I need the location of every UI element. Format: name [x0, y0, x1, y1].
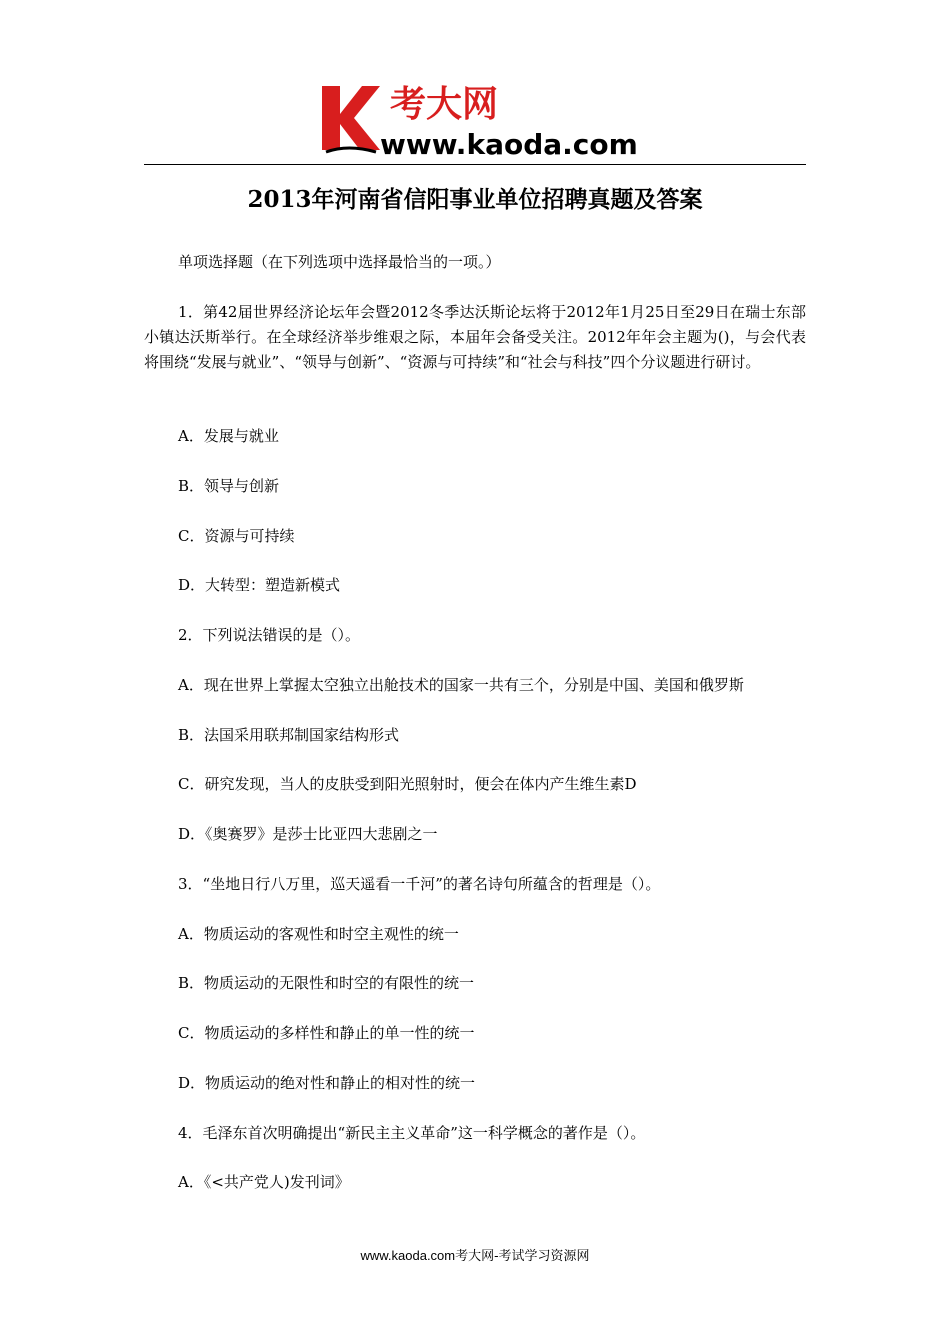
kaoda-logo	[318, 78, 638, 158]
kaoda-logo-graphic	[318, 78, 638, 158]
header-divider	[144, 164, 806, 165]
question-1-option-c: C．资源与可持续	[178, 527, 295, 545]
page-footer	[0, 1246, 950, 1267]
question-4-stem: 4．毛泽东首次明确提出“新民主主义革命”这一科学概念的著作是（）。	[178, 1124, 646, 1142]
question-4-option-a: A．《<共产党人)发刊词》	[178, 1173, 350, 1191]
logo-name-text: 考大网	[390, 84, 499, 125]
question-1-option-d: D．大转型：塑造新模式	[178, 576, 341, 594]
question-1-option-a: A．发展与就业	[178, 427, 279, 445]
question-2-stem: 2．下列说法错误的是（）。	[178, 626, 361, 644]
question-3-option-c: C．物质运动的多样性和静止的单一性的统一	[178, 1024, 475, 1042]
question-1-stem: 1．第42届世界经济论坛年会暨2012冬季达沃斯论坛将于2012年1月25日至29日在瑞士东部小镇达沃斯举行。在全球经济举步维艰之际，本届年会备受关注。2012年年会主题为()，与会代表将围绕“发展与就业”、“领导与创新”、“资源与可持续”和“社会与科技”四个分议题进行研讨。	[144, 303, 806, 371]
section-heading: 单项选择题（在下列选项中选择最恰当的一项。）	[178, 253, 501, 271]
question-2-option-b: B．法国采用联邦制国家结构形式	[178, 726, 400, 744]
footer-site-link[interactable]: www.kaoda.com	[360, 1248, 456, 1263]
logo-url-text: www.kaoda.com	[380, 128, 638, 158]
question-3-option-b: B．物质运动的无限性和时空的有限性的统一	[178, 974, 475, 992]
question-3-option-a: A．物质运动的客观性和时空主观性的统一	[178, 925, 459, 943]
document-title: 2013年河南省信阳事业单位招聘真题及答案	[247, 186, 703, 213]
question-3-option-d: D．物质运动的绝对性和静止的相对性的统一	[178, 1074, 476, 1092]
footer-text: 考大网-考试学习资源网	[455, 1249, 590, 1264]
question-2-option-a: A．现在世界上掌握太空独立出舱技术的国家一共有三个，分别是中国、美国和俄罗斯	[178, 676, 744, 694]
question-3-stem: 3．“坐地日行八万里，巡天遥看一千河”的著名诗句所蕴含的哲理是（）。	[178, 875, 661, 893]
question-2-option-d: D．《奥赛罗》是莎士比亚四大悲剧之一	[178, 825, 438, 843]
question-1-option-b: B．领导与创新	[178, 477, 280, 495]
question-2-option-c: C．研究发现，当人的皮肤受到阳光照射时，便会在体内产生维生素D	[178, 775, 637, 793]
